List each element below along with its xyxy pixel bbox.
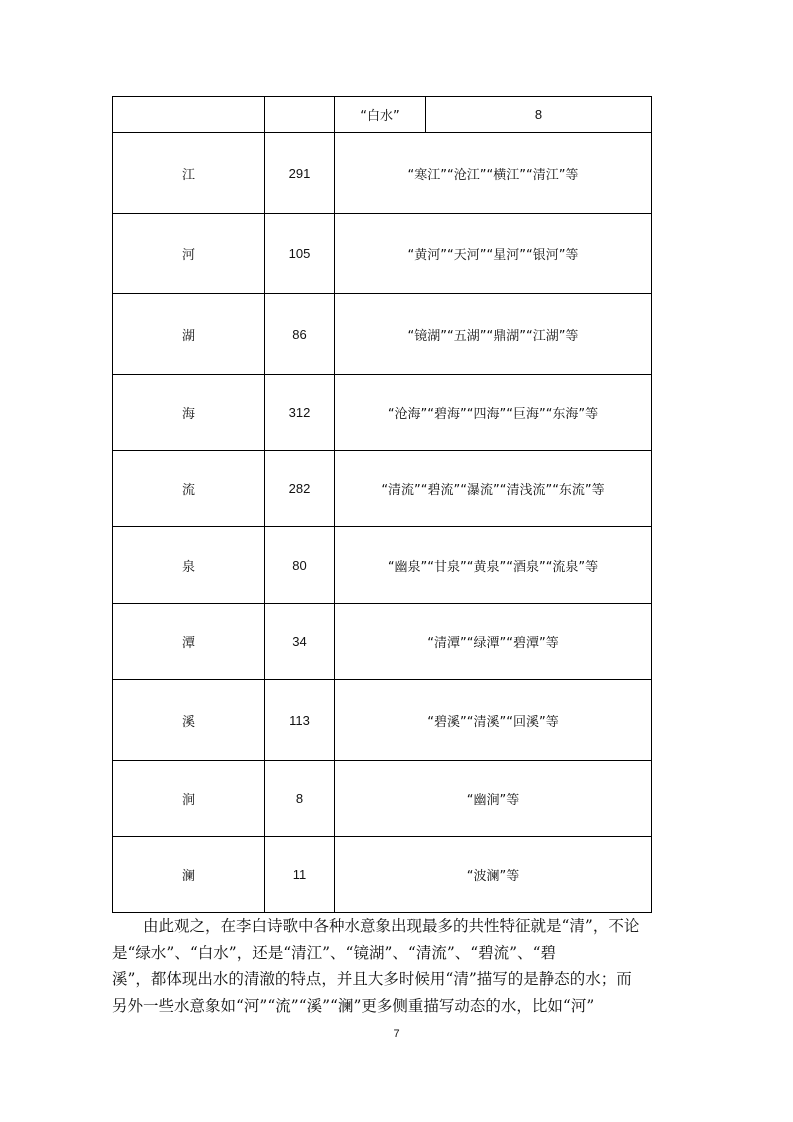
table-cell-char: 江 bbox=[113, 133, 265, 214]
table-cell-count: 80 bbox=[265, 527, 335, 604]
table-cell-count: 11 bbox=[265, 837, 335, 913]
table-cell-examples: “镜湖”“五湖”“鼎湖”“江湖”等 bbox=[335, 294, 652, 375]
table-cell-char: 澜 bbox=[113, 837, 265, 913]
table-cell-char: 涧 bbox=[113, 761, 265, 837]
paragraph-line: 另外一些水意象如“河”“流”“溪”“澜”更多侧重描写动态的水，比如“河” bbox=[112, 996, 595, 1015]
table-cell-count: 105 bbox=[265, 214, 335, 294]
paragraph-line: 溪”，都体现出水的清澈的特点，并且大多时候用“清”描写的是静态的水；而 bbox=[112, 970, 632, 988]
table-cell-count: 86 bbox=[265, 294, 335, 375]
table-cell-examples: “清流”“碧流”“瀑流”“清浅流”“东流”等 bbox=[335, 451, 652, 527]
table-cell-examples: “清潭”“绿潭”“碧潭”等 bbox=[335, 604, 652, 680]
table-cell-char: 泉 bbox=[113, 527, 265, 604]
table-row bbox=[113, 451, 652, 527]
table-cell-examples: “黄河”“天河”“星河”“银河”等 bbox=[335, 214, 652, 294]
page-number: 7 bbox=[393, 1028, 400, 1040]
table-row bbox=[113, 375, 652, 451]
table-cell-char: 海 bbox=[113, 375, 265, 451]
table-cell-examples: “碧溪”“清溪”“回溪”等 bbox=[335, 680, 652, 761]
table-cell-char: 流 bbox=[113, 451, 265, 527]
table-cell-char: 潭 bbox=[113, 604, 265, 680]
body-paragraph bbox=[112, 913, 657, 1019]
table-row bbox=[113, 214, 652, 294]
table-cell-term-count: 8 bbox=[426, 97, 652, 133]
table-cell-count: 113 bbox=[265, 680, 335, 761]
table-cell-char: 河 bbox=[113, 214, 265, 294]
paragraph-line: 由此观之，在李白诗歌中各种水意象出现最多的共性特征就是“清”，不论 bbox=[143, 917, 640, 935]
table-cell-examples: “寒江”“沧江”“横江”“清江”等 bbox=[335, 133, 652, 214]
table-cell-examples: “沧海”“碧海”“四海”“巨海”“东海”等 bbox=[335, 375, 652, 451]
table-row-continued bbox=[113, 97, 652, 133]
table-row bbox=[113, 527, 652, 604]
table-cell-count: 291 bbox=[265, 133, 335, 214]
table-cell-count: 282 bbox=[265, 451, 335, 527]
table-row bbox=[113, 837, 652, 913]
table-cell-examples: “波澜”等 bbox=[335, 837, 652, 913]
table-row bbox=[113, 604, 652, 680]
table-cell-empty bbox=[265, 97, 335, 133]
table-cell-count: 8 bbox=[265, 761, 335, 837]
table-cell-examples: “幽泉”“甘泉”“黄泉”“酒泉”“流泉”等 bbox=[335, 527, 652, 604]
table-row bbox=[113, 761, 652, 837]
table-cell-term: “白水” bbox=[335, 97, 426, 133]
table-cell-char: 溪 bbox=[113, 680, 265, 761]
table-cell-examples: “幽涧”等 bbox=[335, 761, 652, 837]
paragraph-line: 是“绿水”、“白水”，还是“清江”、“镜湖”、“清流”、“碧流”、“碧 bbox=[112, 943, 557, 962]
water-imagery-table bbox=[112, 96, 652, 913]
table-cell-char: 湖 bbox=[113, 294, 265, 375]
table-row bbox=[113, 294, 652, 375]
table-row bbox=[113, 133, 652, 214]
table-cell-empty bbox=[113, 97, 265, 133]
table-cell-count: 34 bbox=[265, 604, 335, 680]
table-row bbox=[113, 680, 652, 761]
table-cell-count: 312 bbox=[265, 375, 335, 451]
